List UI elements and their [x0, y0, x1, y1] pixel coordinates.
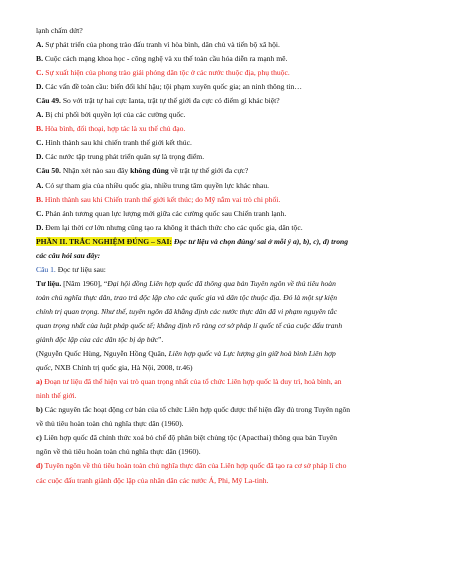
citation-publisher: , NXB Chính trị quốc gia, Hà Nội, 2008, tr.46): [50, 363, 193, 373]
option-text: Có sự tham gia của nhiều quốc gia, nhiều trung tâm quyền lực khác nhau.: [45, 180, 270, 190]
option-text: Các vấn đề toàn cầu: biến đổi khí hậu; tội phạm xuyên quốc gia; an ninh thông tin…: [45, 82, 302, 92]
option-label: B.: [36, 124, 43, 134]
source-quote-line-5: [36, 333, 416, 347]
option-text: Đem lại thời cơ lớn nhưng cũng tạo ra không ít thách thức cho các quốc gia, dân tộc.: [45, 222, 303, 232]
option-label: B.: [36, 194, 43, 204]
source-quote-line-1: [36, 277, 416, 291]
q50-option-a: [36, 179, 416, 193]
q48-option-d: [36, 80, 416, 94]
citation-authors: (Nguyễn Quốc Hùng, Nguyễn Hồng Quân,: [36, 349, 169, 359]
statement-text: Các nguyên tắc hoạt động cơ bản của tổ chức Liên hợp quốc được thể hiện đầy đủ trong Tuyên ngôn: [44, 405, 351, 415]
question-number: Câu 50.: [36, 166, 61, 176]
citation-title: Liên hợp quốc và Lực lượng gìn giữ hoà bình Liên hợp: [168, 349, 336, 359]
q48-option-c-correct: [36, 66, 416, 80]
quote-text: Đại hội đồng Liên hợp quốc đã thông qua bản Tuyên ngôn về thủ tiêu hoàn: [107, 278, 336, 288]
statement-label: c): [36, 433, 42, 443]
statement-label: b): [36, 405, 43, 415]
q49-option-b-correct: [36, 122, 416, 136]
option-text: Hình thành sau khi chiến tranh thế giới kết thúc.: [45, 138, 192, 148]
cau1-stem: [36, 263, 416, 277]
question-text-before: Nhận xét nào sau đây: [62, 166, 131, 176]
q49-stem: [36, 94, 416, 108]
section-heading: [36, 235, 416, 249]
statement-a: [36, 375, 416, 389]
quote-intro: [Năm 1960], “: [61, 278, 108, 288]
carry-over-text: lạnh chấm dứt?: [36, 26, 83, 35]
q49-option-a: [36, 108, 416, 122]
option-text: Các nước tập trung phát triển quân sự là trọng điểm.: [45, 152, 205, 162]
citation-line-1: [36, 347, 416, 361]
option-label: D.: [36, 82, 44, 92]
quote-text: giành độc lập của các dân tộc bị áp bức: [36, 335, 159, 345]
question-text-after: về trật tự thế giới đa cực?: [168, 166, 249, 176]
section-instruction-cont: các câu hỏi sau đây:: [36, 250, 101, 260]
option-text: Bị chi phối bởi quyền lợi của các cường quốc.: [45, 110, 186, 120]
option-text: Cuộc cách mạng khoa học - công nghệ và xu thế toàn cầu hóa diễn ra mạnh mẽ.: [44, 54, 288, 64]
source-quote-line-4: quan trọng nhất của luật pháp quốc tế; khẳng định rõ ràng cơ sở pháp lí quốc tế của cuộc đấu tranh: [36, 320, 343, 330]
statement-text: Liên hợp quốc đã chính thức xoá bỏ chế độ phân biệt chủng tộc (Apacthai) thông qua bản Tuyên: [43, 433, 338, 443]
statement-d: [36, 459, 416, 473]
option-label: A.: [36, 110, 44, 120]
statement-c: [36, 431, 416, 445]
q50-option-c: [36, 207, 416, 221]
question-number: Câu 1.: [36, 264, 56, 274]
statement-label: a): [36, 377, 43, 387]
option-text: Sự xuất hiện của phong trào giải phóng dân tộc ở các nước thuộc địa, phụ thuộc.: [45, 68, 290, 78]
option-text: Hòa bình, đối thoại, hợp tác là xu thế chủ đạo.: [44, 124, 186, 134]
option-label: D.: [36, 222, 44, 232]
option-text: Hình thành sau khi Chiến tranh thế giới kết thúc; do Mỹ nắm vai trò chi phối.: [44, 194, 281, 204]
question-number: Câu 49.: [36, 96, 61, 106]
statement-b-cont: về thủ tiêu hoàn toàn chủ nghĩa thực dân (1960).: [36, 419, 184, 429]
statement-b: [36, 403, 416, 417]
section-title: PHẦN II. TRẮC NGHIỆM ĐÚNG – SAI:: [36, 236, 172, 246]
section-instruction: Đọc tư liệu và chọn đúng/ sai ở mỗi ý a), b), c), d) trong: [171, 236, 349, 246]
option-label: C.: [36, 208, 44, 218]
option-label: D.: [36, 152, 44, 162]
option-text: Phản ánh tương quan lực lượng mới giữa các cường quốc sau Chiến tranh lạnh.: [45, 208, 287, 218]
source-label: Tư liệu.: [36, 278, 62, 288]
citation-title-cont: quốc: [36, 363, 51, 373]
option-label: C.: [36, 68, 44, 78]
option-label: A.: [36, 180, 44, 190]
option-label: A.: [36, 40, 44, 50]
section-heading-cont: [36, 249, 416, 263]
option-text: Sự phát triển của phong trào đấu tranh vì hòa bình, dân chủ và tiến bộ xã hội.: [45, 40, 280, 50]
statement-text: Tuyên ngôn về thủ tiêu hoàn toàn chủ nghĩa thực dân của Liên hợp quốc đã tạo ra cơ sở pháp lí cho: [44, 461, 347, 471]
question-text-emphasis: không đúng: [130, 166, 169, 176]
q50-stem: [36, 164, 416, 178]
source-quote-line-2: toàn chủ nghĩa thực dân, trao trả độc lập cho các quốc gia và dân tộc thuộc địa. Đó là một sự kiện: [36, 292, 338, 302]
statement-a-cont: ninh thế giới.: [36, 391, 77, 401]
statement-d-cont: các cuộc đấu tranh giành độc lập của nhân dân các nước Á, Phi, Mỹ La-tinh.: [36, 475, 269, 485]
q50-option-d: [36, 221, 416, 235]
q50-option-b-correct: [36, 193, 416, 207]
quote-end: ”.: [158, 335, 164, 345]
option-label: B.: [36, 54, 43, 64]
statement-label: d): [36, 461, 43, 471]
q49-option-d: [36, 150, 416, 164]
source-quote-line-3: chính trị quan trọng. Như thế, tuyên ngôn đã khẳng định các nước thực dân đã vi phạm nguyên tắc: [36, 306, 337, 316]
option-label: C.: [36, 138, 44, 148]
question-text: So với trật tự hai cực Ianta, trật tự thế giới đa cực có điểm gì khác biệt?: [62, 96, 280, 106]
statement-c-cont: ngôn về thủ tiêu hoàn toàn chủ nghĩa thực dân (1960).: [36, 447, 201, 457]
q49-option-c: [36, 136, 416, 150]
statement-text: Đoạn tư liệu đã thể hiện vai trò quan trọng nhất của tổ chức Liên hợp quốc là duy trì, hoà bình, an: [44, 377, 342, 387]
question-text: Đọc tư liệu sau:: [55, 264, 106, 274]
q48-option-a: [36, 38, 416, 52]
citation-line-2: [36, 361, 416, 375]
q48-option-b: [36, 52, 416, 66]
